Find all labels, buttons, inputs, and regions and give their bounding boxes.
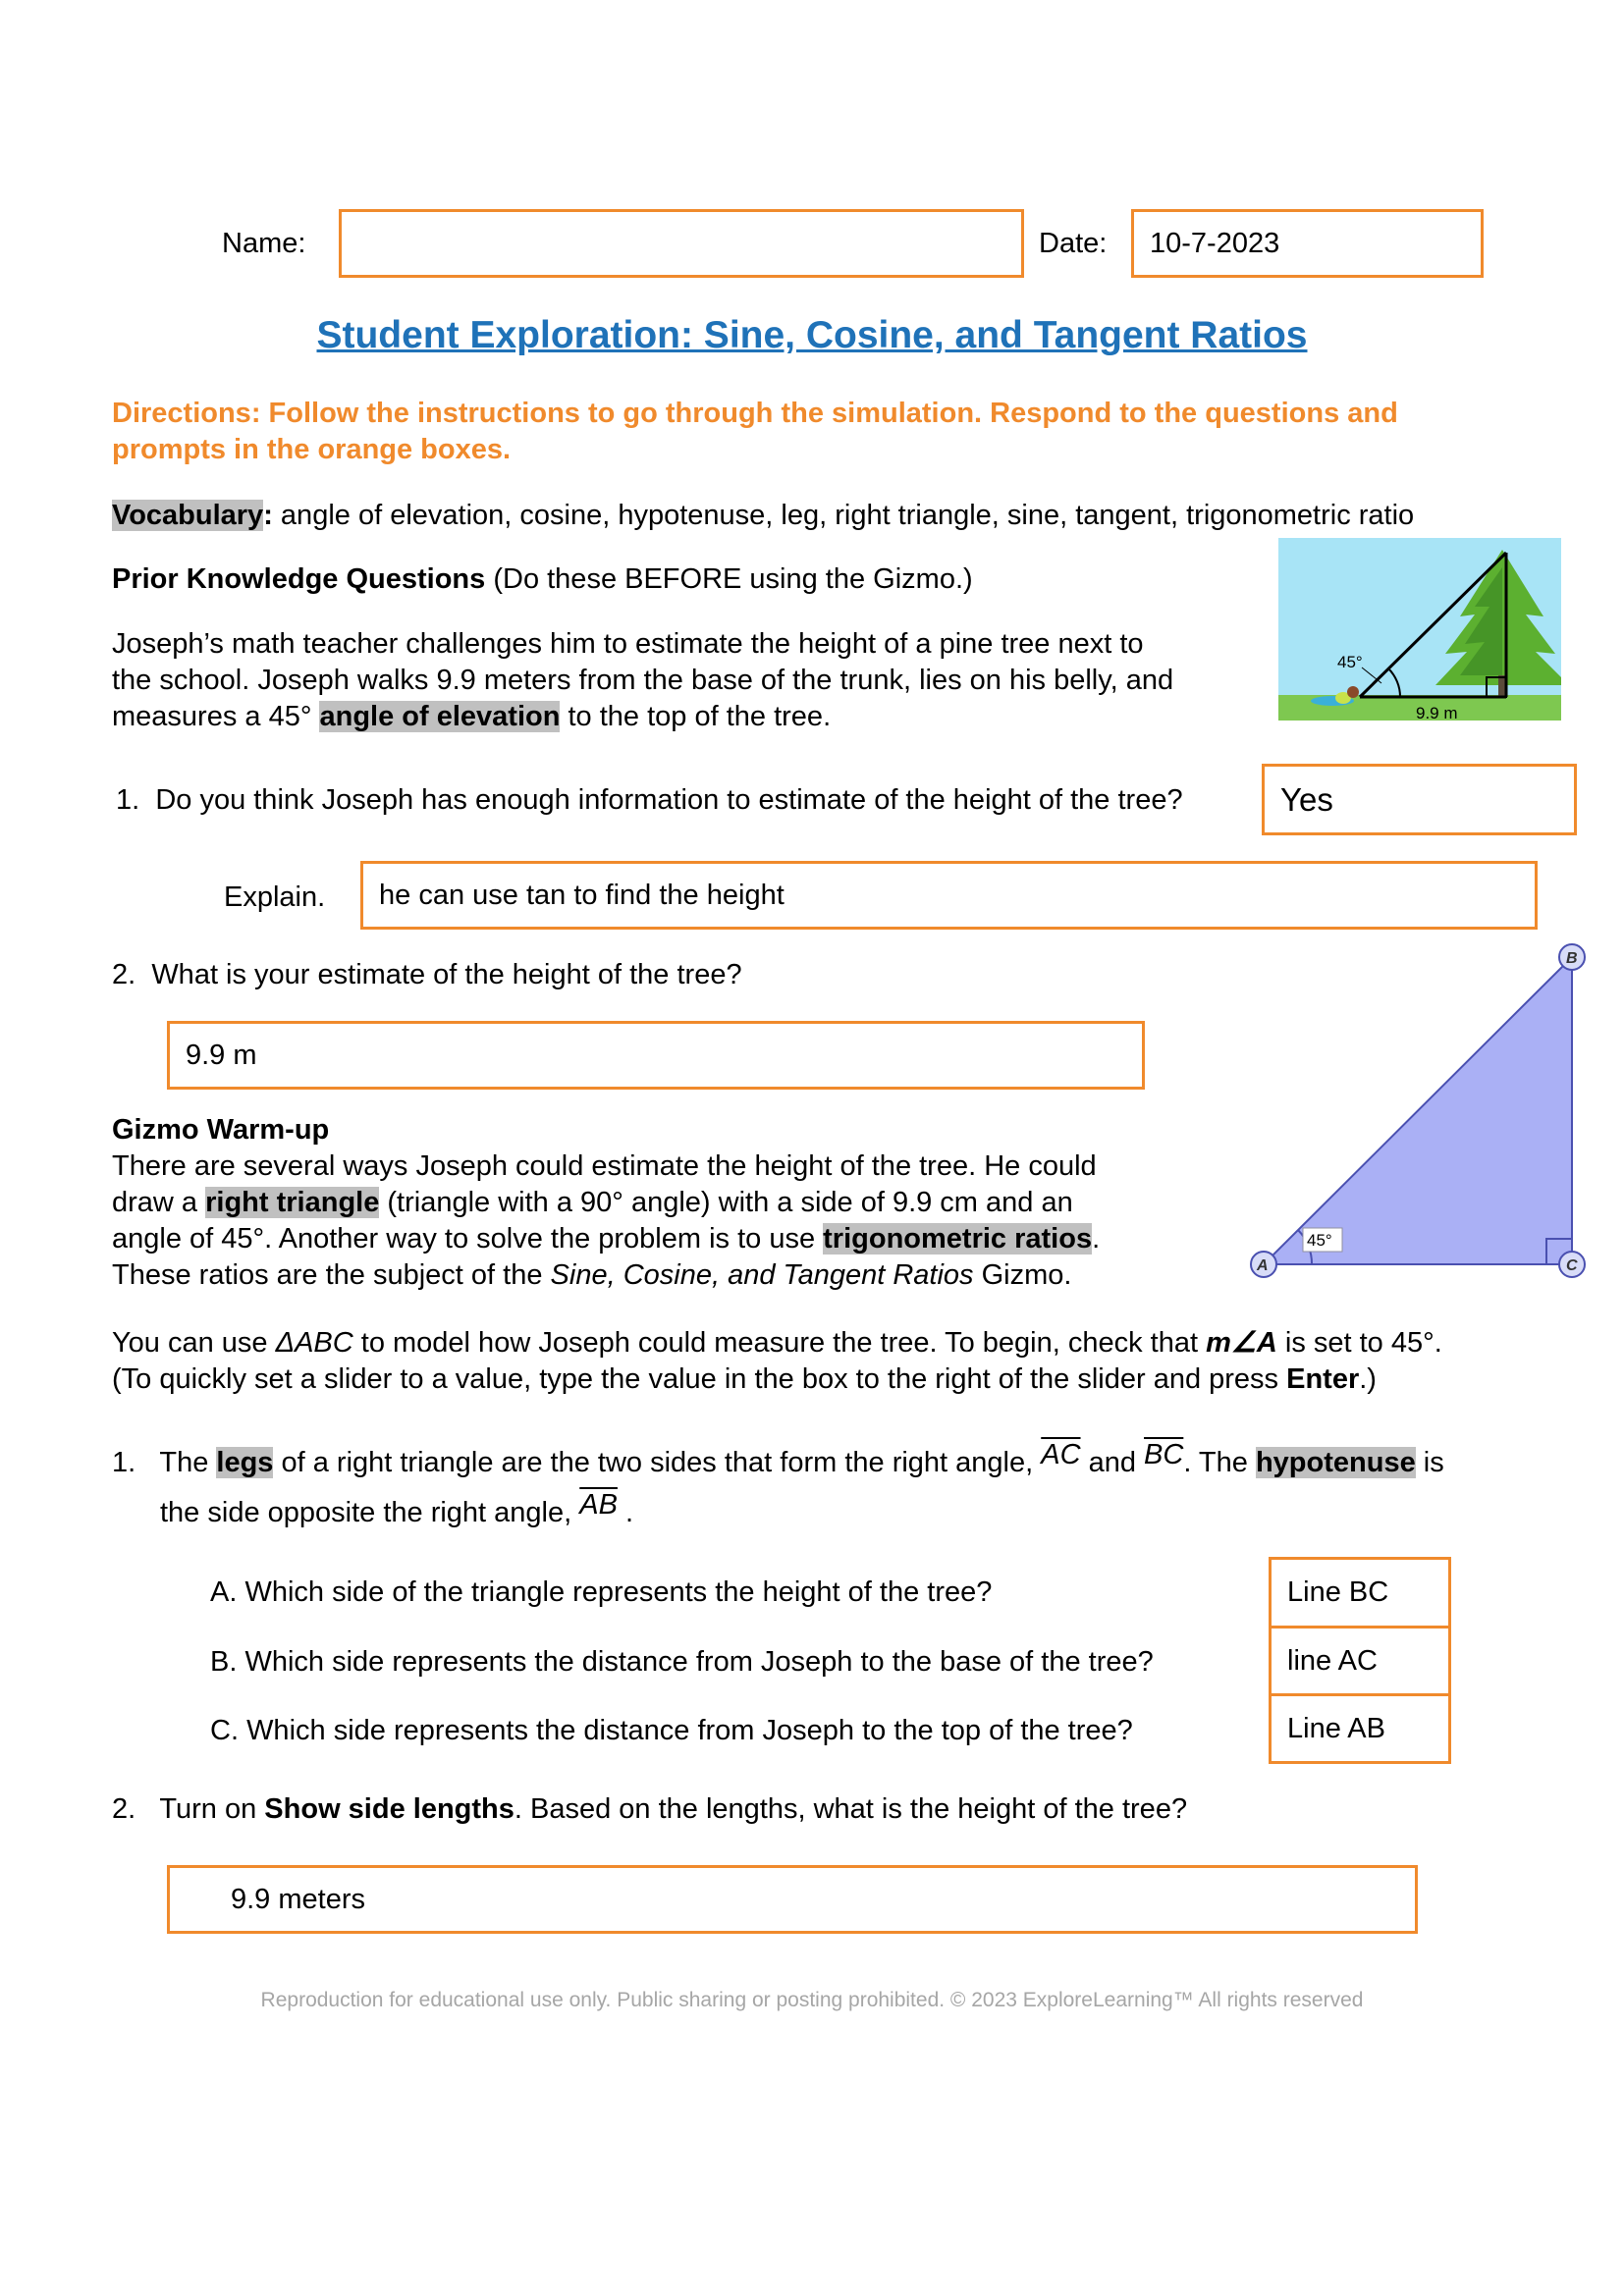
tree-diagram-icon bbox=[1278, 538, 1561, 721]
activity-question-1-line2: the side opposite the right angle, $\overline{AB}$ . bbox=[160, 1489, 634, 1528]
subquestion-b-answer[interactable]: line AC bbox=[1269, 1626, 1451, 1696]
svg-text:B: B bbox=[1566, 950, 1578, 967]
svg-text:C: C bbox=[1566, 1257, 1578, 1274]
pk-question-2: 2. What is your estimate of the height of the tree? bbox=[112, 959, 742, 990]
explain-label: Explain. bbox=[224, 881, 326, 913]
svg-text:9.9 m: 9.9 m bbox=[1416, 704, 1458, 721]
right-triangle-term: right triangle bbox=[205, 1187, 380, 1218]
show-side-lengths-term: Show side lengths bbox=[264, 1793, 514, 1825]
activity-question-2: 2. Turn on Show side lengths. Based on the lengths, what is the height of the tree? bbox=[112, 1793, 1188, 1825]
vocabulary-label: Vocabulary bbox=[112, 500, 264, 531]
angle-of-elevation-term: angle of elevation bbox=[319, 701, 561, 732]
vocabulary-line: Vocabulary: angle of elevation, cosine, hypotenuse, leg, right triangle, sine, tangent, trigonometric ratio bbox=[112, 500, 1415, 531]
triangle-abc-illustration bbox=[1239, 937, 1593, 1291]
segment-ac: $\overline{AC}$ bbox=[1041, 1439, 1081, 1470]
prior-knowledge-paragraph: Joseph’s math teacher challenges him to estimate the height of a pine tree next to the school. Joseph walks 9.9 meters from the base of the trunk, lies on his belly, and measures a 45° angle of elevation to the top of the tree. bbox=[112, 628, 1174, 732]
subquestion-a-answer[interactable]: Line BC bbox=[1269, 1557, 1451, 1629]
date-field[interactable] bbox=[1131, 209, 1484, 278]
name-field[interactable] bbox=[339, 209, 1024, 278]
pk-question-1-answer[interactable]: Yes bbox=[1262, 764, 1577, 835]
name-label: Name: bbox=[222, 228, 306, 259]
activity-question-2-answer[interactable]: 9.9 meters bbox=[167, 1865, 1418, 1934]
pk-question-2-answer[interactable]: 9.9 m bbox=[167, 1021, 1145, 1090]
directions: Directions: Follow the instructions to go through the simulation. Respond to the questions and prompts in the orange boxes. bbox=[112, 398, 1398, 465]
hypotenuse-term: hypotenuse bbox=[1255, 1447, 1416, 1478]
subquestion-c: C. Which side represents the distance from Joseph to the top of the tree? bbox=[210, 1715, 1133, 1746]
subquestion-c-answer[interactable]: Line AB bbox=[1269, 1693, 1451, 1764]
svg-text:A: A bbox=[1257, 1257, 1269, 1274]
copyright-footer: Reproduction for educational use only. Public sharing or posting prohibited. © 2023 ExploreLearning™ All rights reserved bbox=[260, 1989, 1364, 2011]
trigonometric-ratios-term: trigonometric ratios bbox=[823, 1223, 1093, 1255]
svg-text:45°: 45° bbox=[1337, 653, 1363, 671]
subquestion-a: A. Which side of the triangle represents the height of the tree? bbox=[210, 1576, 993, 1608]
date-value: 10-7-2023 bbox=[1150, 227, 1280, 259]
vocabulary-terms: angle of elevation, cosine, hypotenuse, leg, right triangle, sine, tangent, trigonometric ratio bbox=[272, 500, 1415, 531]
legs-term: legs bbox=[216, 1447, 274, 1478]
pk-question-1: 1. Do you think Joseph has enough information to estimate of the height of the tree? bbox=[116, 784, 1183, 816]
segment-ab: $\overline{AB}$ bbox=[579, 1489, 618, 1521]
prior-knowledge-heading: Prior Knowledge Questions (Do these BEFORE using the Gizmo.) bbox=[112, 563, 973, 595]
warmup-section: Gizmo Warm-up There are several ways Joseph could estimate the height of the tree. He could draw a right triangle (triangle with a 90° angle) with a side of 9.9 cm and an angle of 45°. Another way to solve the problem is to use trigonometric ratios. These ratios are the subject of the Sine, Cosine, and Tangent Ratios Gizmo. bbox=[112, 1114, 1101, 1291]
page-title: Student Exploration: Sine, Cosine, and Tangent Ratios bbox=[316, 314, 1308, 356]
right-triangle-icon bbox=[1239, 937, 1593, 1291]
date-label: Date: bbox=[1039, 228, 1108, 259]
subquestion-b: B. Which side represents the distance from Joseph to the base of the tree? bbox=[210, 1646, 1154, 1678]
tree-illustration bbox=[1278, 538, 1561, 721]
activity-question-1: 1. The legs of a right triangle are the two sides that form the right angle, $\overline{AC}$ and $\overline{BC}$. The hypotenuse is bbox=[112, 1439, 1444, 1478]
explain-answer-field[interactable]: he can use tan to find the height bbox=[360, 861, 1538, 930]
segment-bc: $\overline{BC}$ bbox=[1144, 1439, 1184, 1470]
svg-text:45°: 45° bbox=[1307, 1231, 1332, 1250]
warmup-heading: Gizmo Warm-up bbox=[112, 1114, 330, 1146]
gizmo-name: Sine, Cosine, and Tangent Ratios bbox=[550, 1259, 974, 1291]
abc-instructions: You can use ΔABC to model how Joseph could measure the tree. To begin, check that m∠A is set to 45°. (To quickly set a slider to a value, type the value in the box to the right of the slider and press Enter.) bbox=[112, 1327, 1442, 1395]
